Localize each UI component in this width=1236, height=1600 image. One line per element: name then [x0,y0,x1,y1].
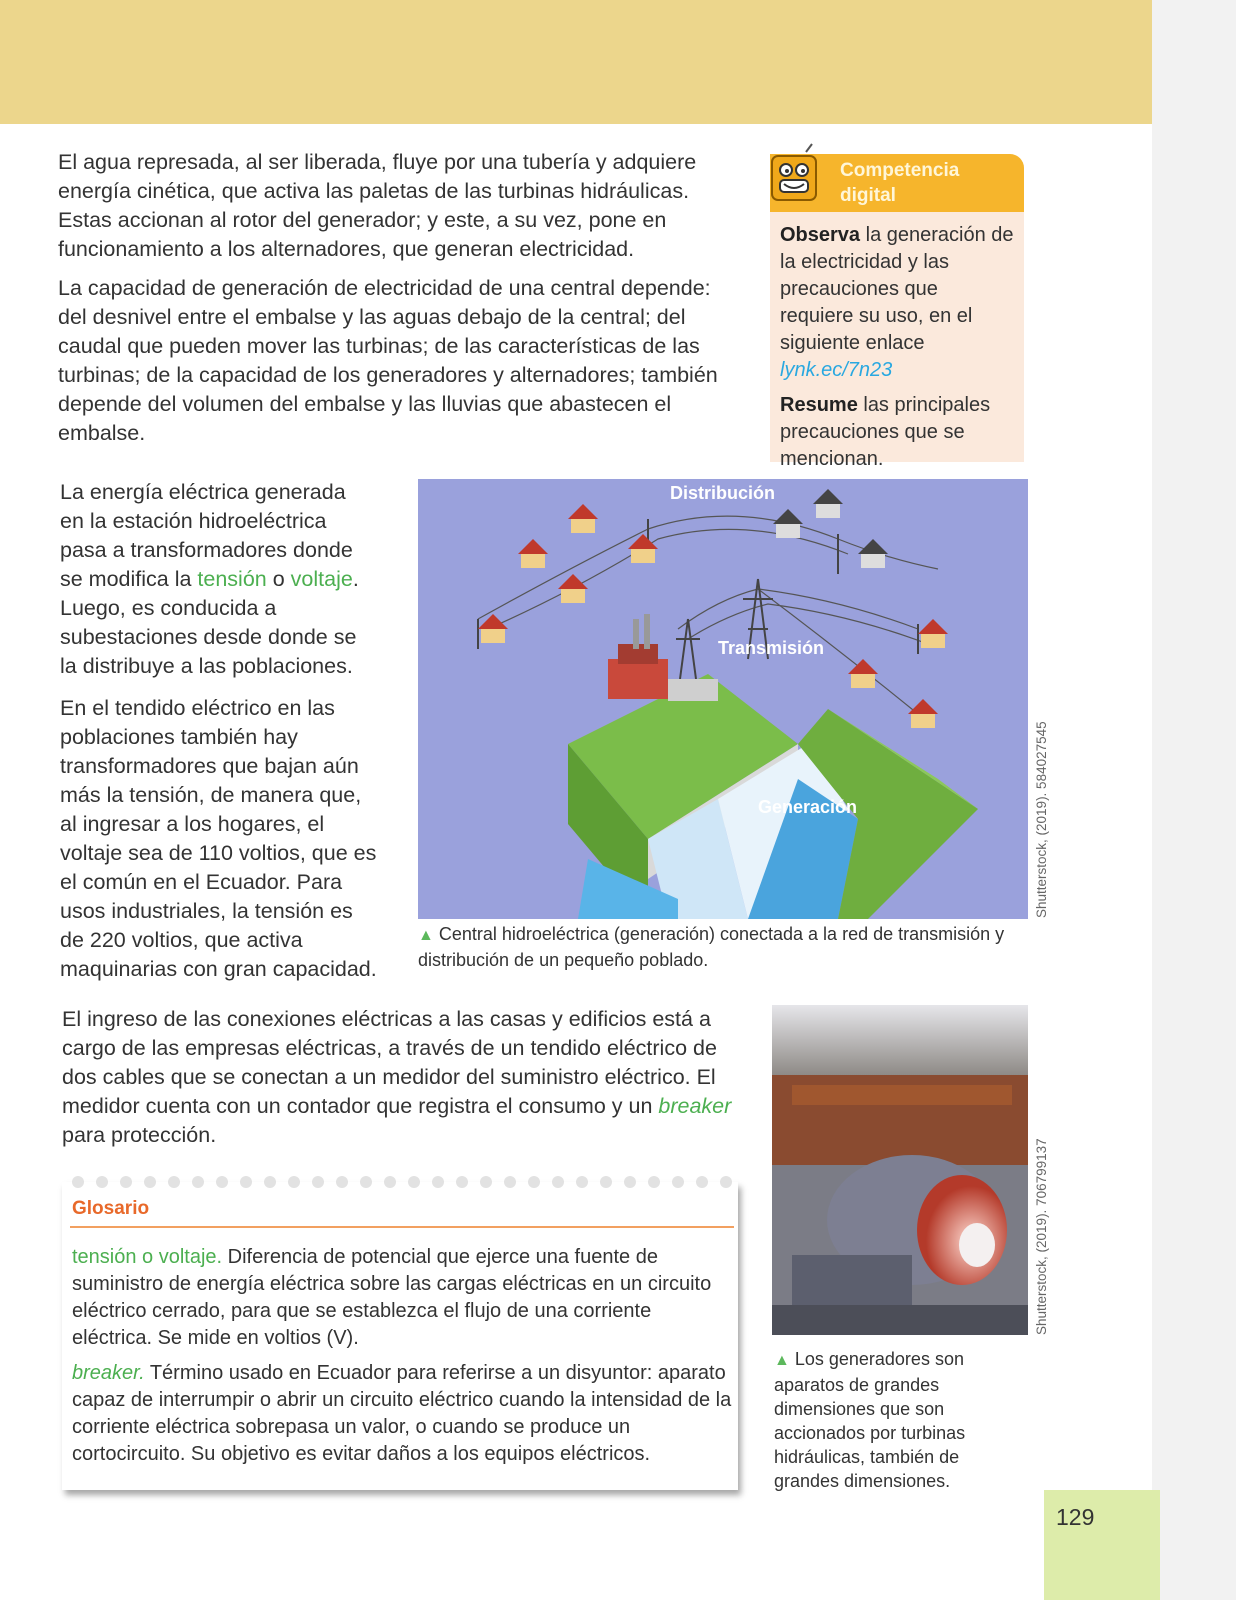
connections-text-b: para protección. [62,1123,217,1147]
label-distribucion: Distribución [670,483,776,503]
left-p1-c: . Luego, es conducida a subestaciones desde donde se la distribuye a las poblaciones. [60,567,359,678]
glosario-term-breaker: breaker. [72,1362,145,1384]
caption-triangle-icon: ▲ [774,1352,790,1369]
resume-bold: Resume [780,394,858,416]
glosario-entry-tension [72,1244,732,1352]
competencia-resume [780,392,1016,473]
figure1-credit: Shutterstock, (2019). 584027545 [1034,721,1049,918]
competencia-digital-box [770,150,1024,470]
robot-icon [762,142,832,212]
competencia-observa [780,222,1016,384]
figure1-caption-text: Central hidroeléctrica (generación) conectada a la red de transmisión y distribución de un pequeño poblado. [418,924,1005,970]
competencia-title-line2: digital [840,185,896,206]
connections-text-a: El ingreso de las conexiones eléctricas a las casas y edificios está a cargo de las empresas eléctricas, a través de un tendido eléctrico de dos cables que se conectan a un medidor del suministro eléctrico. El medidor cuenta con un contador que registra el consumo y un [62,1007,717,1118]
observa-text: la generación de la electricidad y las precauciones que requiere su uso, en el siguiente enlace [780,224,1014,354]
figure2-credit: Shutterstock, (2019). 706799137 [1034,1138,1049,1335]
figure1-caption [418,922,1018,972]
figure2-caption-text: Los generadores son aparatos de grandes dimensiones que son accionados por turbinas hidráulicas, también de grandes dimensiones. [774,1349,966,1491]
intro-paragraph-1: El agua represada, al ser liberada, fluye por una tubería y adquiere energía cinética, que activa las paletas de las turbinas hidráulicas. Estas accionan al rotor del generador; y este, a su vez, pone en funcionamiento a los alternadores, que generan electricidad. [58,150,697,261]
glosario-def-tension: Diferencia de potencial que ejerce una fuente de suministro de energía eléctrica sobre las cargas eléctricas en un circuito eléctrico cerrado, para que se establezca el flujo de una corriente eléctrica. Se mide en voltios (V). [72,1246,712,1349]
caption-triangle-icon: ▲ [418,927,434,944]
label-generacion: Generación [758,797,858,817]
observa-bold: Observa [780,224,861,246]
glosario-term-tension: tensión o voltaje. [72,1246,223,1268]
generator-photo [772,1005,1028,1335]
glosario-title: Glosario [72,1198,150,1219]
spiral-binding [72,1176,732,1190]
left-p1-a: La energía eléctrica generada en la estación hidroeléctrica pasa a transformadores donde se modifica la [60,480,353,591]
left-paragraph-2: En el tendido eléctrico en las poblaciones también hay transformadores que bajan aún más la tensión, de manera que, al ingresar a los hogares, el voltaje sea de 110 voltios, que es el común en el Ecuador. Para usos industriales, la tensión es de 220 voltios, que activa maquinarias con gran capacidad. [60,696,377,981]
hydroelectric-scene [418,479,1028,919]
page-number-tab [1044,1490,1160,1600]
term-breaker[interactable]: breaker [658,1094,732,1118]
glosario-box [62,1182,738,1490]
intro-paragraph-2: La capacidad de generación de electricidad de una central depende: del desnivel entre el embalse y las aguas debajo de la central; del caudal que pueden mover las turbinas; de las características de las turbinas; de la capacidad de los generadores y alternadores; también depende del volumen del embalse y las lluvias que abastecen el embalse. [58,276,718,445]
term-tension[interactable]: tensión [197,567,267,591]
resume-text: las principales precauciones que se mencionan. [780,394,991,470]
page-number: 129 [1056,1504,1095,1530]
label-transmision: Transmisión [718,638,825,658]
figure2-caption [774,1347,1024,1493]
left-paragraph-1 [60,478,360,681]
generator-illustration [772,1005,1028,1335]
hydroelectric-illustration [418,479,1028,919]
enlace-link[interactable]: lynk.ec/7n23 [780,359,893,381]
competencia-title [840,158,959,208]
glosario-entry-breaker [72,1360,732,1468]
term-voltaje[interactable]: voltaje [290,567,353,591]
connections-paragraph [62,1005,742,1150]
header-band [0,0,1152,124]
competencia-title-line1: Competencia [840,160,960,181]
page-edge [1152,0,1236,1600]
competencia-body [770,212,1024,470]
glosario-def-breaker: Término usado en Ecuador para referirse a un disyuntor: aparato capaz de interrumpir o abrir un circuito eléctrico cuando la intensidad de la corriente eléctrica sobrepasa un valor, o cuando se produce un cortocircuito. Su objetivo es evitar daños a los equipos eléctricos. [72,1362,732,1465]
glosario-divider [70,1226,734,1228]
left-p1-b: o [266,567,291,591]
